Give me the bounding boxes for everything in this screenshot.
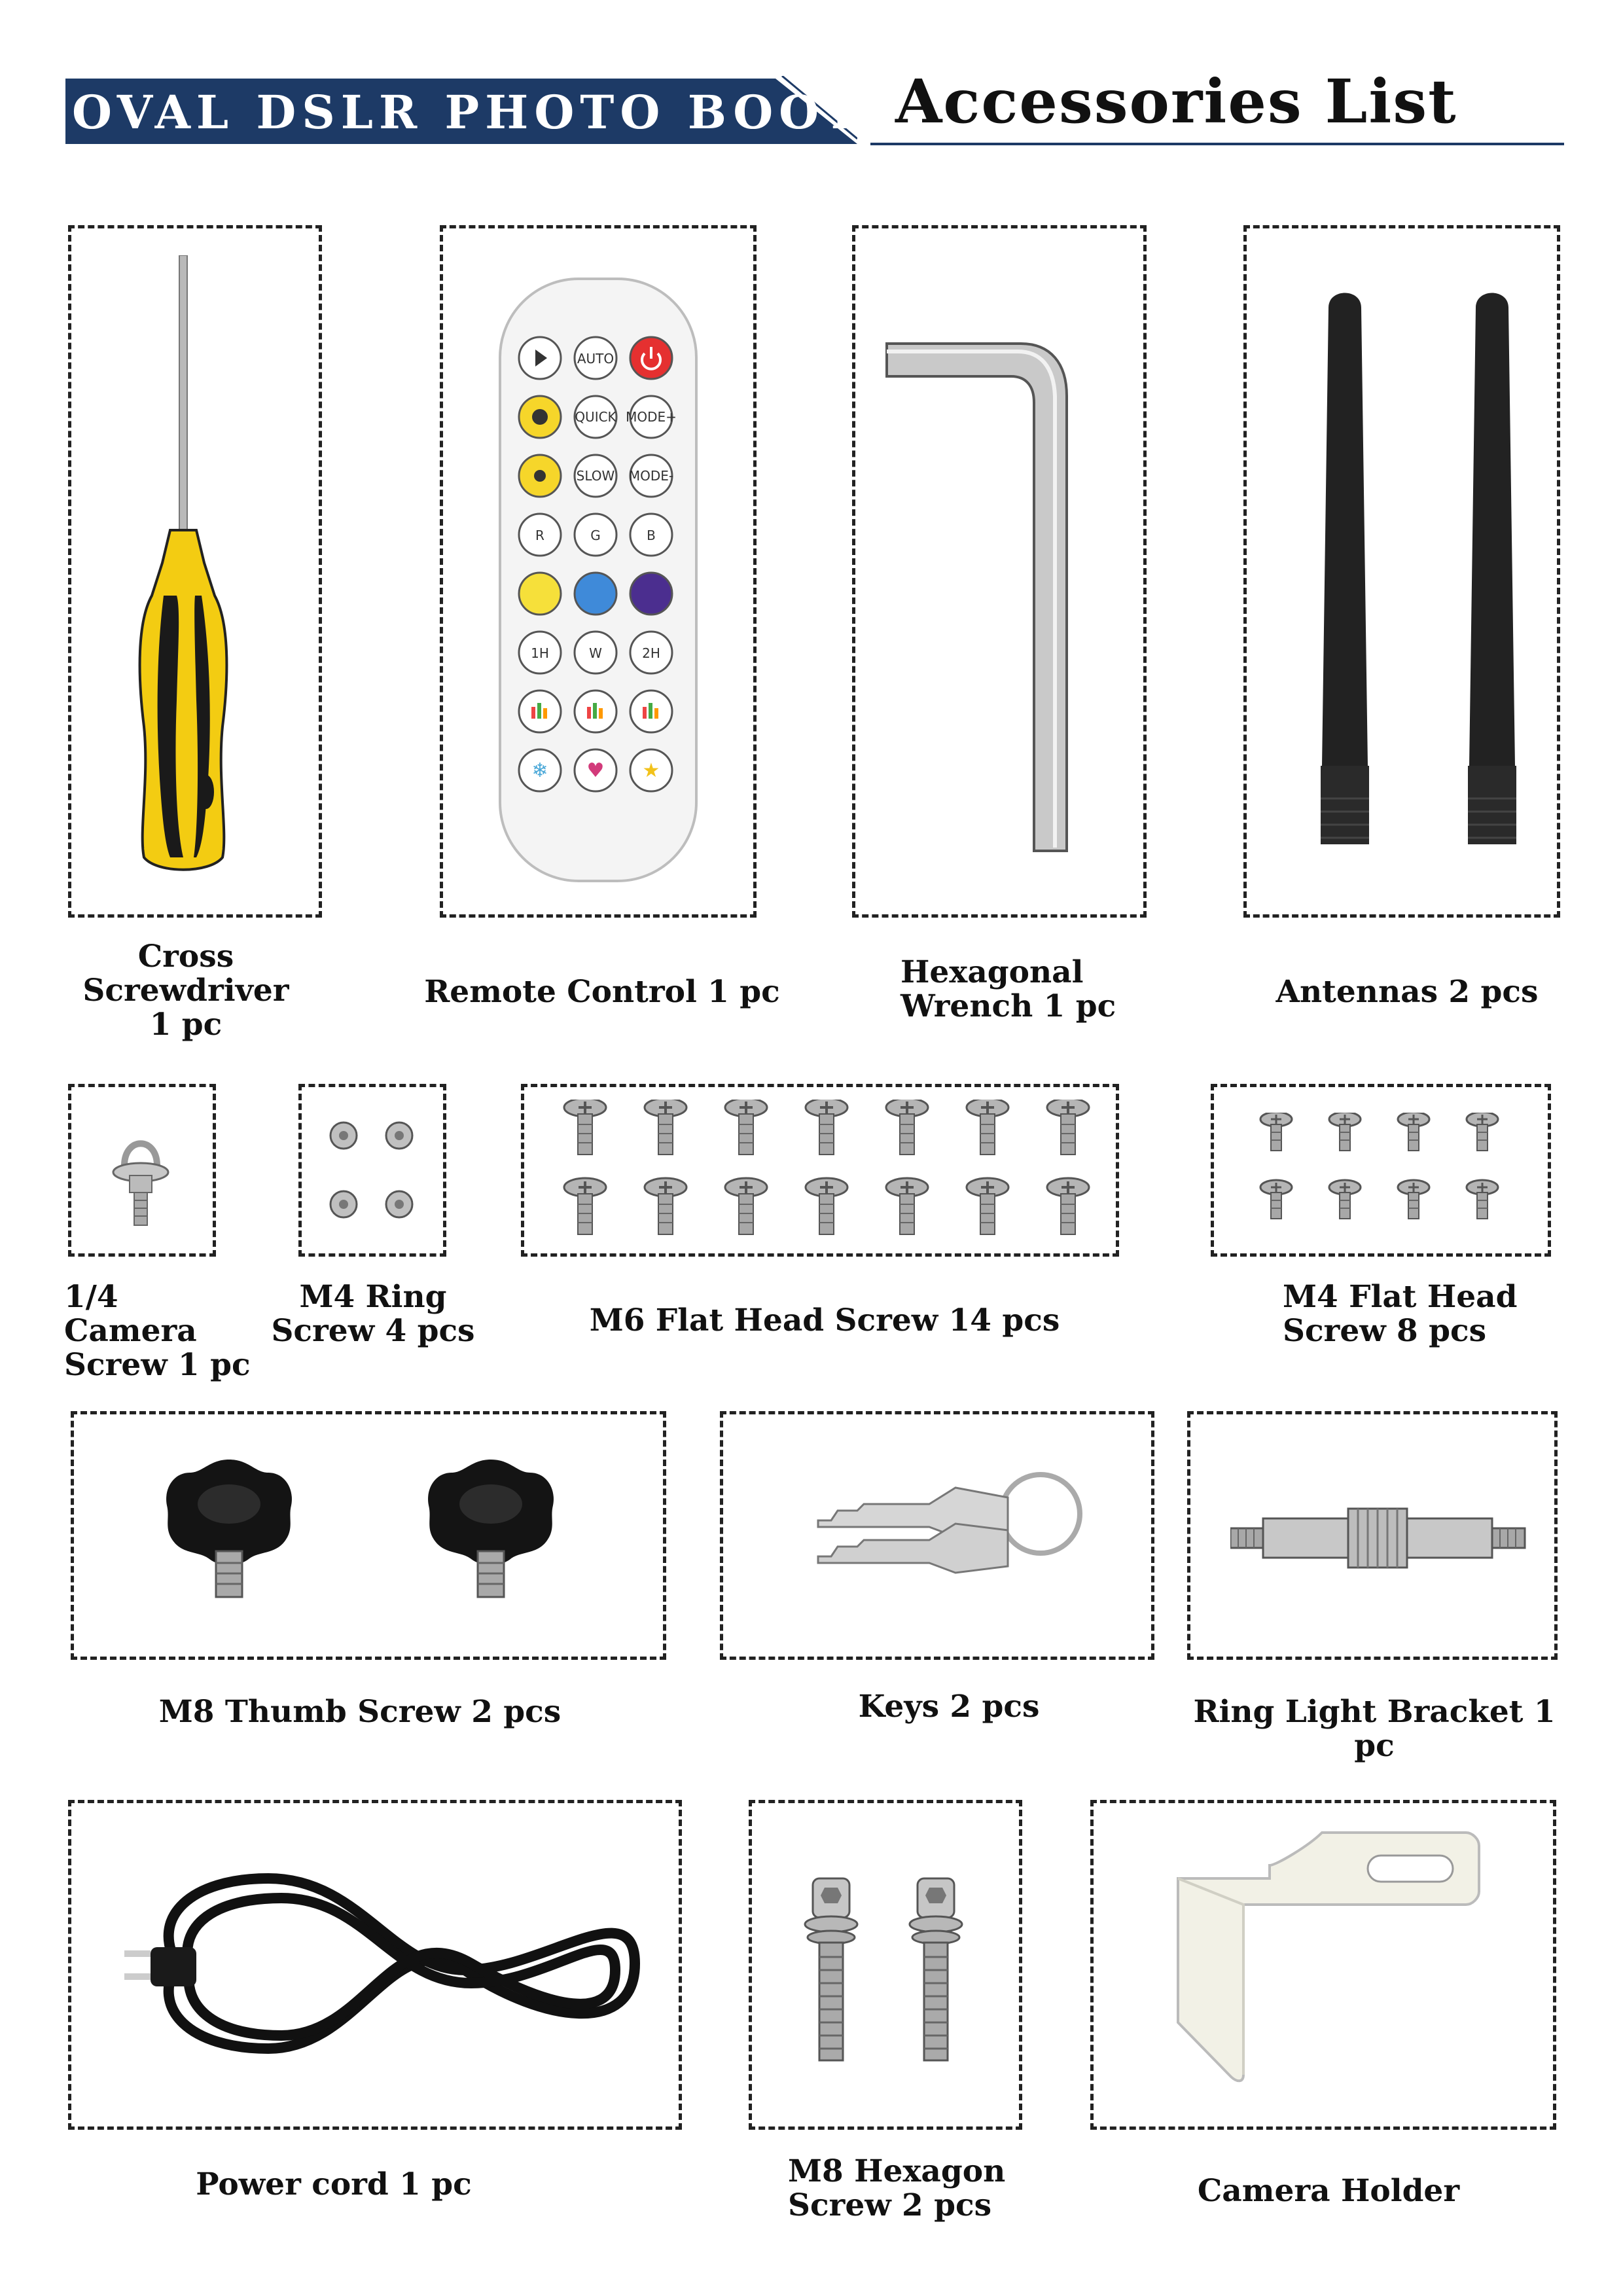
svg-text:★: ★	[642, 759, 660, 782]
remote-key-r: R	[535, 528, 544, 543]
remote-label: Remote Control 1 pc	[424, 974, 780, 1010]
svg-text:❄: ❄	[531, 759, 548, 782]
remote-key-g: G	[590, 528, 601, 543]
flat-head-screw-icon	[556, 1100, 1093, 1244]
remote-key-mode-plus: MODE+	[626, 409, 677, 425]
wrench-label: Hexagonal Wrench 1 pc	[901, 954, 1116, 1024]
screwdriver-label: Cross Screwdriver 1 pc	[82, 939, 289, 1043]
remote-control-icon	[497, 276, 700, 885]
m4-flat-label: M4 Flat Head Screw 8 pcs	[1283, 1279, 1518, 1349]
remote-key-auto: AUTO	[577, 351, 615, 367]
screwdriver-icon	[131, 255, 236, 877]
hex-screw-icon	[785, 1872, 982, 2081]
camera-holder-label: Camera Holder	[1197, 2173, 1460, 2209]
page-title: Accessories List	[895, 66, 1457, 137]
remote-key-b: B	[647, 528, 656, 543]
remote-key-slow: SLOW	[576, 468, 615, 484]
m6-flat-label: M6 Flat Head Screw 14 pcs	[589, 1302, 1060, 1338]
bracket-icon	[1230, 1499, 1531, 1577]
remote-key-mode-minus: MODE-	[628, 468, 674, 484]
antenna-icon	[1309, 281, 1531, 897]
power-cord-icon	[98, 1852, 654, 2088]
camera-holder-icon	[1165, 1826, 1492, 2088]
hex-wrench-icon	[883, 337, 1099, 861]
m8-thumb-label: M8 Thumb Screw 2 pcs	[158, 1694, 562, 1730]
m4-ring-label: M4 Ring Screw 4 pcs	[271, 1279, 475, 1349]
camera-screw-icon	[98, 1123, 183, 1228]
antennas-label: Antennas 2 pcs	[1275, 974, 1539, 1010]
power-cord-label: Power cord 1 pc	[196, 2166, 472, 2202]
brand-banner-text: OVAL DSLR PHOTO BOOTH	[72, 85, 914, 139]
ring-bracket-label: Ring Light Bracket 1 pc	[1193, 1694, 1556, 1764]
flat-head-screw-icon	[1243, 1113, 1518, 1230]
remote-key-w: W	[589, 645, 602, 661]
title-underline	[870, 143, 1564, 145]
keys-label: Keys 2 pcs	[858, 1689, 1040, 1725]
camera-screw-label: 1/4 Camera Screw 1 pc	[64, 1279, 251, 1383]
svg-text:♥: ♥	[586, 759, 605, 782]
ring-screw-icon	[324, 1113, 422, 1230]
keys-icon	[812, 1458, 1086, 1609]
thumb-screw-icon	[131, 1440, 602, 1617]
remote-key-quick: QUICK	[575, 409, 616, 425]
remote-key-2h: 2H	[642, 645, 660, 661]
m8-hex-label: M8 Hexagon Screw 2 pcs	[788, 2153, 1006, 2223]
remote-key-1h: 1H	[531, 645, 549, 661]
